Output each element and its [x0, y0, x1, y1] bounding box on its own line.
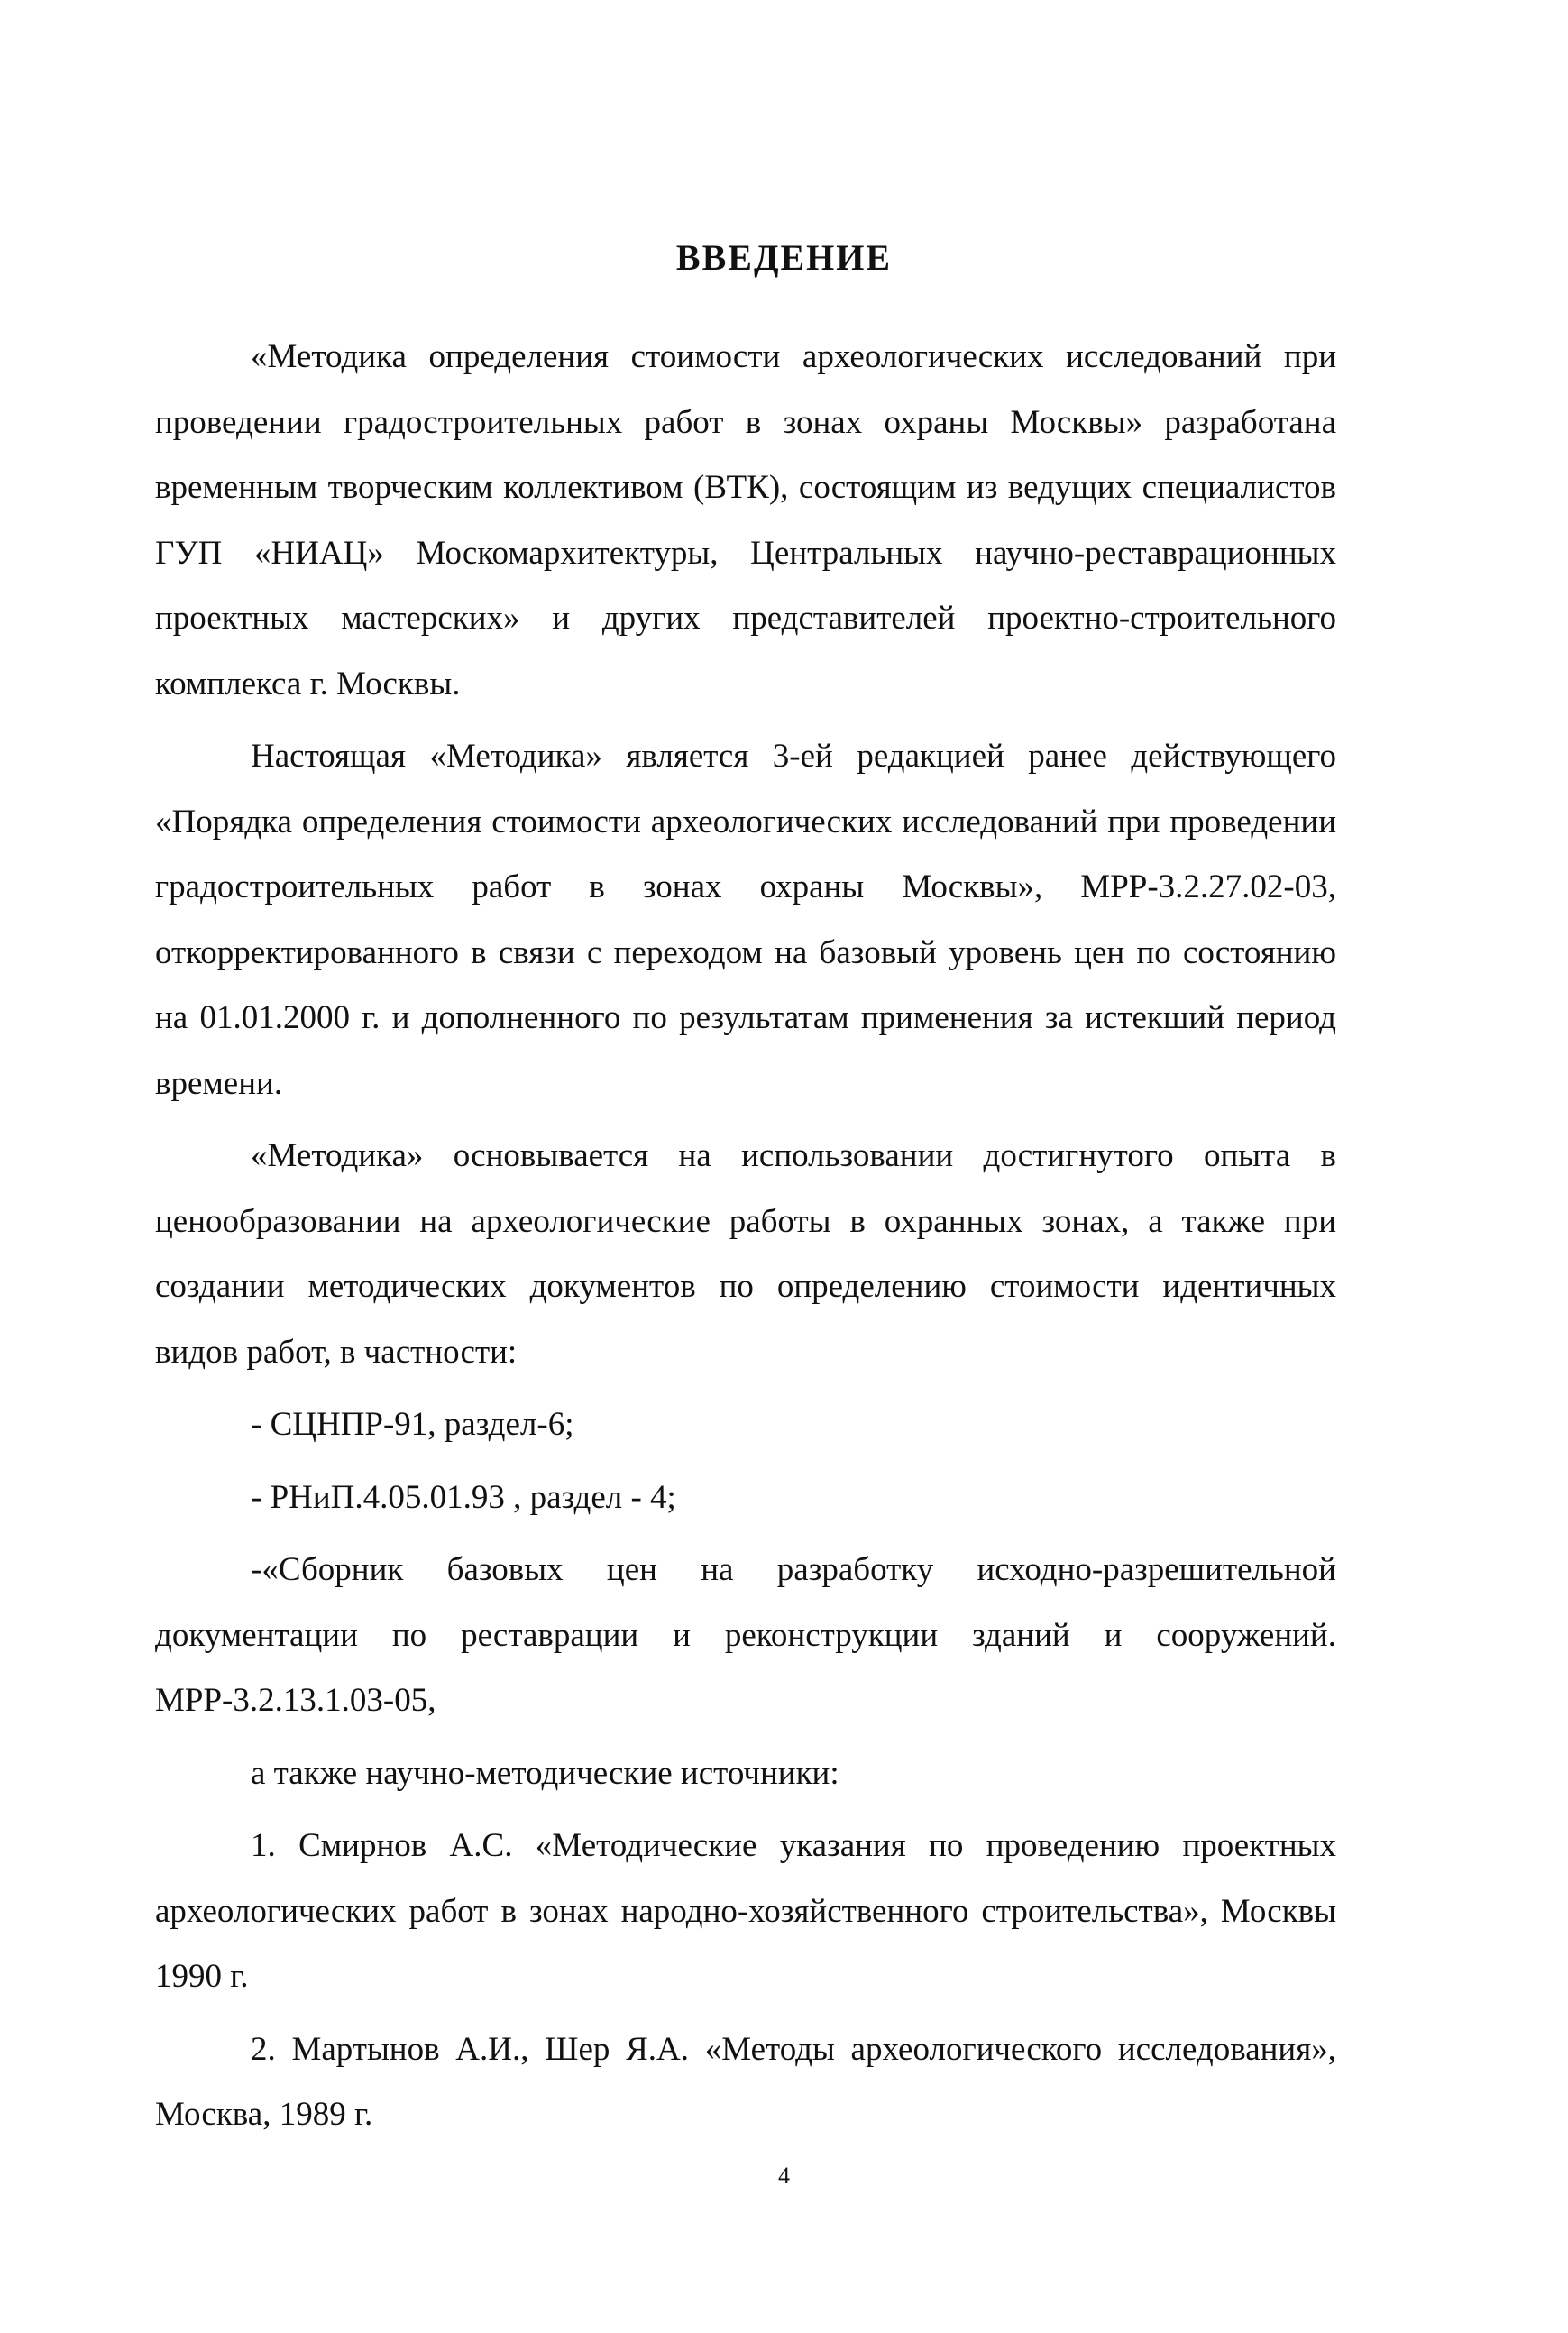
- paragraph-edition: Настоящая «Методика» является 3-ей редакцией ранее действующего «Порядка определения стоимости археологических исследований при проведении градостроительных работ в зонах охраны Москвы», МРР-3.2.27.02-03, откорректированного в связи с переходом на базовый уровень цен по состоянию на 01.01.2000 г. и дополненного по результатам применения за истекший период времени.: [155, 738, 1336, 1102]
- source-item-smirnov: 1. Смирнов А.С. «Методические указания по проведению проектных археологических работ в зонах народно-хозяйственного строительства», Москвы 1990 г.: [155, 1827, 1336, 1995]
- source-item-martynov: 2. Мартынов А.И., Шер Я.А. «Методы археологического исследования», Москва, 1989 г.: [155, 2030, 1336, 2133]
- list-item-scnpr: - СЦНПР-91, раздел-6;: [251, 1406, 574, 1443]
- paragraph-basis: «Методика» основывается на использовании достигнутого опыта в ценообразовании на археологические работы в охранных зонах, а также при создании методических документов по определению стоимости идентичных видов работ, в частности:: [155, 1137, 1336, 1371]
- list-item-sbornik: -«Сборник базовых цен на разработку исходно-разрешительной документации по реставрации и реконструкции зданий и сооружений. МРР-3.2.13.1.03-05,: [155, 1551, 1336, 1719]
- page-title: ВВЕДЕНИЕ: [675, 237, 893, 278]
- document-body: [155, 325, 1336, 2155]
- page-number: 4: [778, 2163, 790, 2189]
- list-item-rnip: - РНиП.4.05.01.93 , раздел - 4;: [251, 1478, 676, 1516]
- paragraph-sources-intro: а также научно-методические источники:: [251, 1754, 839, 1792]
- paragraph-intro: «Методика определения стоимости археологических исследований при проведении градостроительных работ в зонах охраны Москвы» разработана временным творческим коллективом (ВТК), состоящим из ведущих специалистов ГУП «НИАЦ» Москомархитектуры, Центральных научно-реставрационных проектных мастерских» и других представителей проектно-строительного комплекса г. Москвы.: [155, 338, 1336, 703]
